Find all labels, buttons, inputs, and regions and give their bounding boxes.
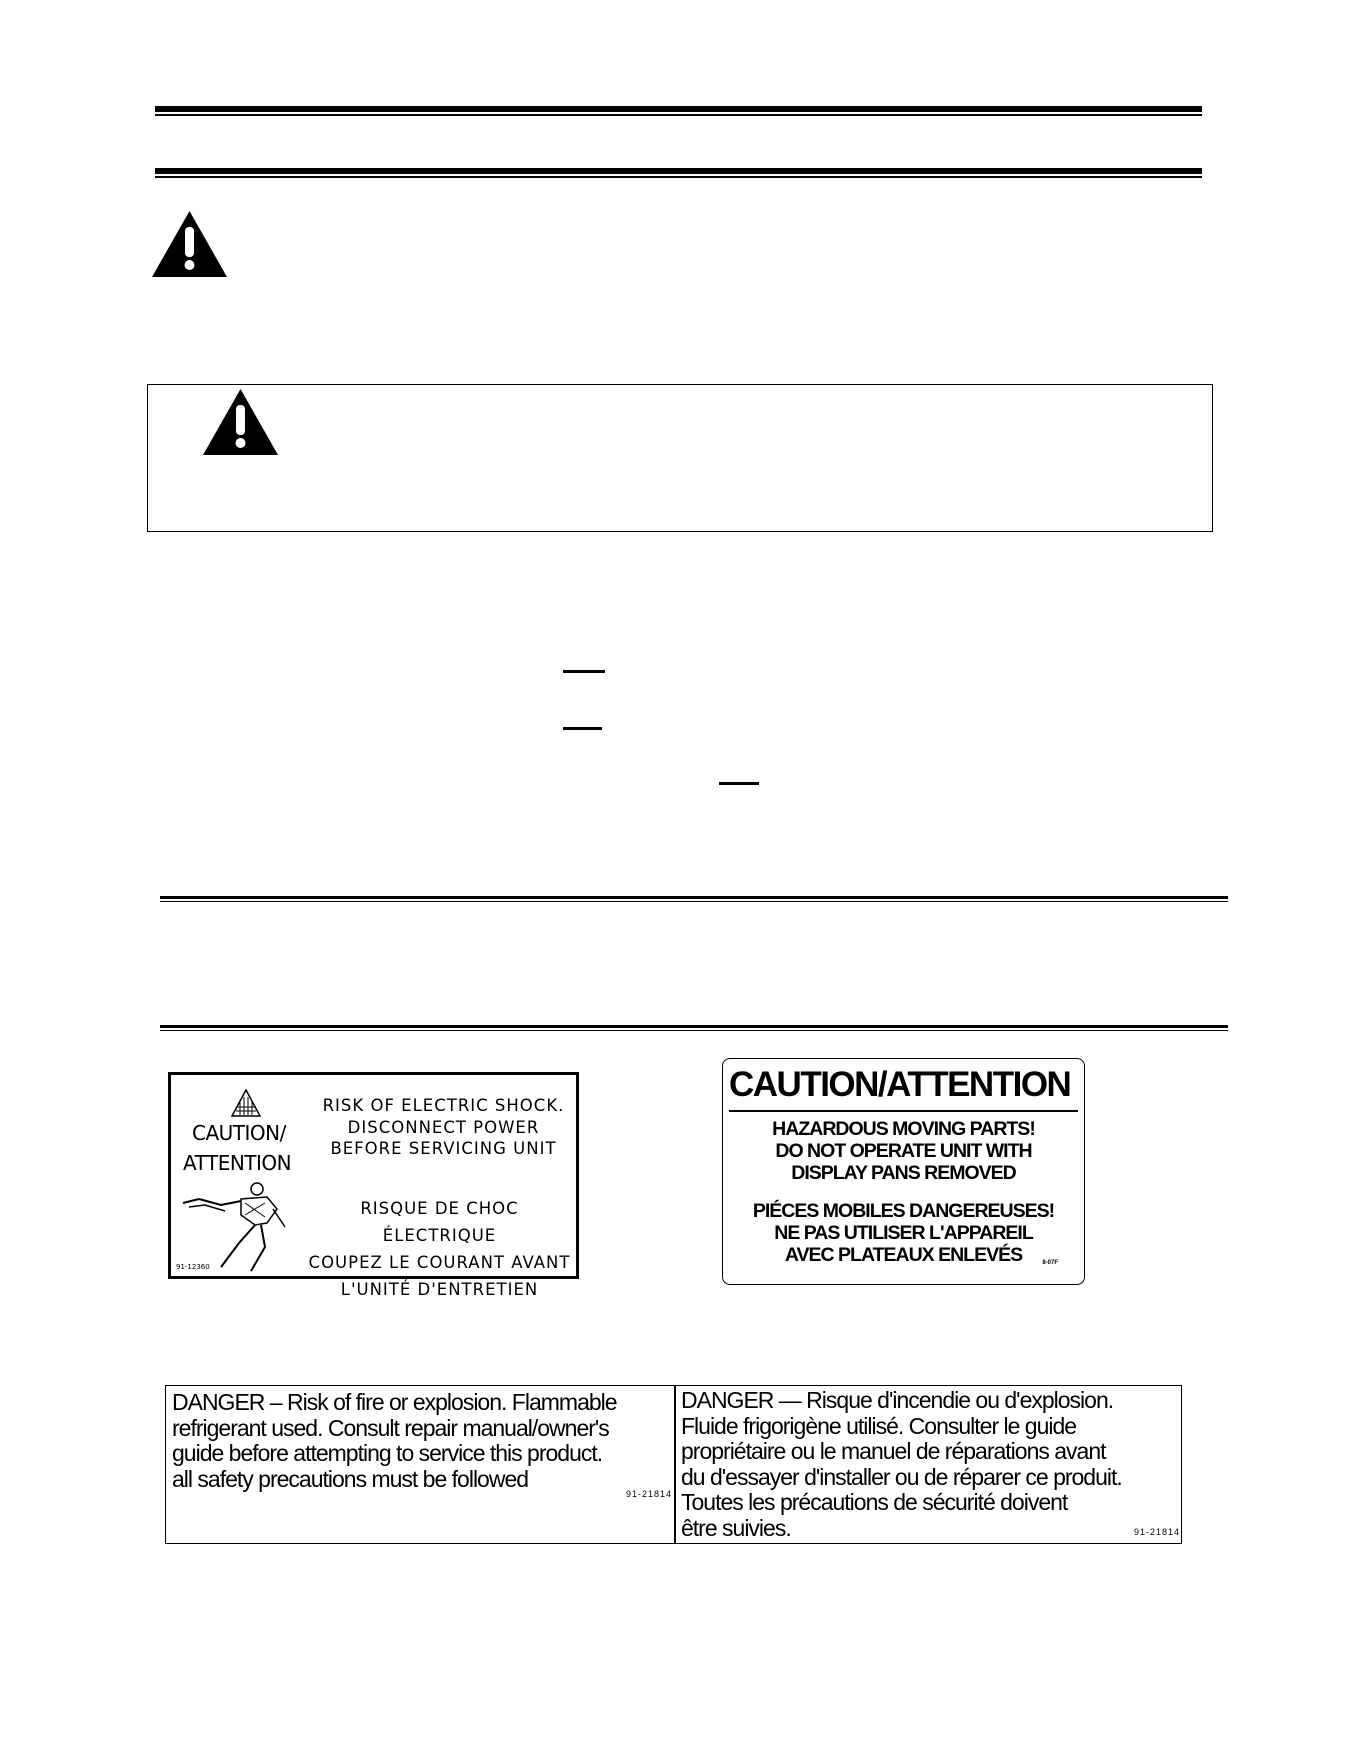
english-warning [172, 1390, 617, 1492]
caution-line2: ATTENTION [183, 1151, 292, 1175]
label-code: 91-12360 [176, 1263, 210, 1271]
top-rule-thin [155, 114, 1202, 116]
french-warning [723, 1200, 1084, 1266]
french-warning [681, 1388, 1122, 1541]
french-line: être suivies. [681, 1514, 791, 1541]
underline-mark [563, 670, 605, 673]
english-warning [311, 1095, 576, 1160]
english-line: DO NOT OPERATE UNIT WITH [775, 1140, 1032, 1162]
french-line: du d'essayer d'installer ou de réparer ce produit. [681, 1463, 1122, 1490]
moving-parts-label [722, 1058, 1085, 1285]
label-divider [674, 1386, 676, 1543]
heading-rule [729, 1110, 1078, 1112]
english-line: DISCONNECT POWER [347, 1117, 540, 1137]
english-warning [723, 1118, 1084, 1184]
section-rule-bottom [160, 1025, 1228, 1031]
english-label-code: 91-21814 [626, 1489, 673, 1499]
french-line: COUPEZ LE COURANT AVANT [308, 1253, 571, 1272]
section-rule-top [160, 896, 1228, 902]
top-rule [155, 106, 1202, 112]
english-line: RISK OF ELECTRIC SHOCK. [322, 1096, 565, 1115]
high-voltage-icon [231, 1089, 261, 1117]
warning-triangle-icon [203, 389, 278, 455]
second-rule-thin [155, 176, 1202, 178]
english-line: DISPLAY PANS REMOVED [791, 1162, 1016, 1184]
french-line: Fluide frigorigène utilisé. Consulter le guide [681, 1412, 1077, 1439]
second-rule [155, 168, 1202, 174]
label-heading: CAUTION/ATTENTION [729, 1065, 1071, 1104]
shocked-person-icon [181, 1179, 296, 1274]
english-line: all safety precautions must be followed [172, 1465, 529, 1492]
french-line: PIÉCES MOBILES DANGEREUSES! [752, 1200, 1055, 1222]
underline-mark [563, 727, 602, 730]
french-line: DANGER — Risque d'incendie ou d'explosion. [681, 1387, 1114, 1413]
french-line: Toutes les précautions de sécurité doivent [681, 1489, 1068, 1515]
french-line: propriétaire ou le manuel de réparations avant [681, 1438, 1106, 1464]
english-line: HAZARDOUS MOVING PARTS! [772, 1118, 1035, 1140]
french-line: AVEC PLATEAUX ENLEVÉS [784, 1244, 1023, 1266]
english-line: DANGER – Risk of fire or explosion. Flammable [172, 1389, 617, 1415]
label-code: 8-07F [1042, 1260, 1058, 1266]
french-warning [307, 1195, 572, 1303]
underline-mark [719, 782, 759, 785]
french-line: NE PAS UTILISER L'APPAREIL [774, 1222, 1033, 1244]
electric-shock-label [168, 1072, 579, 1299]
french-line: L'UNITÉ D'ENTRETIEN [340, 1280, 539, 1299]
english-line: refrigerant used. Consult repair manual/owner's [172, 1414, 609, 1441]
french-label-code: 91-21814 [1134, 1527, 1181, 1537]
english-line: guide before attempting to service this product. [172, 1440, 603, 1466]
french-line: RISQUE DE CHOC ÉLECTRIQUE [360, 1199, 519, 1245]
warning-box [147, 384, 1213, 532]
english-line: BEFORE SERVICING UNIT [330, 1139, 557, 1158]
refrigerant-danger-label [165, 1385, 1182, 1544]
caution-line1: CAUTION/ [192, 1121, 286, 1145]
warning-triangle-icon [152, 211, 227, 277]
